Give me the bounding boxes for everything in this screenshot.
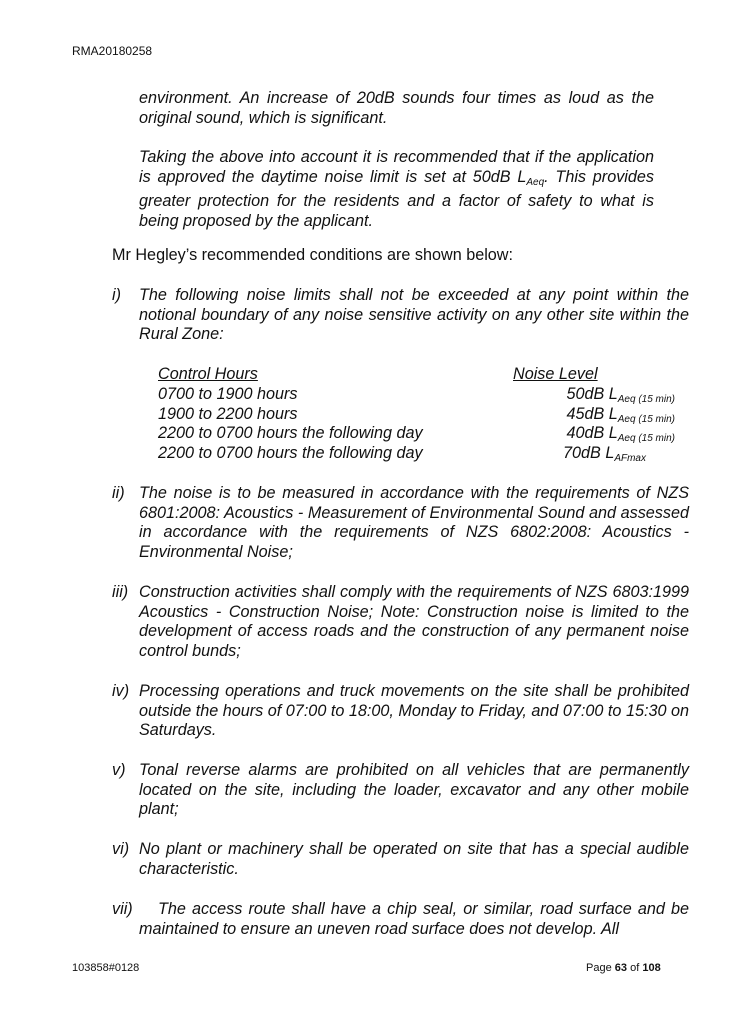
condition-number: ii): [112, 484, 125, 502]
table-header-row: [158, 365, 688, 385]
condition-number: vi): [112, 840, 130, 858]
row-level: 40dB $L_{Aeq (15 min)}$: [566, 424, 675, 445]
footer-document-id: 103858#0128: [72, 962, 140, 974]
condition-number: iv): [112, 682, 130, 700]
condition-text: Construction activities shall comply with the requirements of NZS 6803:1999 Acoustics - Construction Noise; Note: Construction noise is limited to the development of access roads and the construction of any permanent noise control bunds;: [139, 583, 689, 660]
condition-text: No plant or machinery shall be operated on site that has a special audible characteristic.: [139, 840, 689, 878]
header-control-hours: Control Hours: [158, 365, 258, 383]
row-hours: 0700 to 1900 hours: [158, 384, 298, 403]
condition-text: The noise is to be measured in accordance with the requirements of NZS 6801:2008: Acoustics - Measurement of Environmental Sound and assessed in accordance with the requirements of NZS 6802:2008: Acoustics - Environmental Noise;: [139, 484, 689, 561]
footer-page-number: Page 63 of 108: [586, 962, 661, 974]
header-noise-level: Noise Level: [513, 365, 598, 383]
quote-paragraph-1: environment. An increase of 20dB sounds four times as loud as the original sound, which is significant.: [139, 89, 654, 127]
condition-number: i): [112, 286, 121, 304]
quote-paragraph-2: [139, 148, 654, 231]
condition-text: Tonal reverse alarms are prohibited on all vehicles that are permanently located on the site, including the loader, excavator and any other mobile plant;: [139, 761, 689, 819]
condition-number: vii): [112, 900, 133, 918]
conditions-intro: Mr Hegley’s recommended conditions are shown below:: [112, 246, 513, 264]
condition-text: The following noise limits shall not be exceeded at any point within the notional boundary of any noise sensitive activity on any other site within the Rural Zone:: [139, 286, 689, 344]
row-level: 70dB $L_{AFmax}$: [563, 444, 646, 465]
condition-text: The access route shall have a chip seal, or similar, road surface and be maintained to ensure an uneven road surface does not develop. All: [139, 900, 689, 938]
condition-number: v): [112, 761, 126, 779]
document-reference: RMA20180258: [72, 44, 153, 58]
table-row: [158, 444, 688, 464]
quote-p2-subscript: Aeq: [526, 176, 545, 188]
condition-number: iii): [112, 583, 129, 601]
row-level: 45dB $L_{Aeq (15 min)}$: [566, 404, 675, 425]
noise-limits-table: [158, 365, 688, 464]
table-row: [158, 424, 688, 444]
table-row: [158, 405, 688, 425]
row-hours: 2200 to 0700 hours the following day: [158, 444, 423, 463]
row-hours: 1900 to 2200 hours: [158, 404, 298, 423]
quote-p2-start: Taking the above into account it is recommended that if the application is approved the daytime noise limit is set at 50dB L: [139, 148, 654, 186]
row-level: 50dB $L_{Aeq (15 min)}$: [566, 384, 675, 405]
table-row: [158, 385, 688, 405]
quote-p2-end: . This provides greater protection for the residents and a factor of safety to what is being proposed by the applicant.: [139, 167, 654, 230]
condition-text: Processing operations and truck movements on the site shall be prohibited outside the hours of 07:00 to 18:00, Monday to Friday, and 07:00 to 15:30 on Saturdays.: [139, 682, 689, 740]
row-hours: 2200 to 0700 hours the following day: [158, 424, 423, 443]
